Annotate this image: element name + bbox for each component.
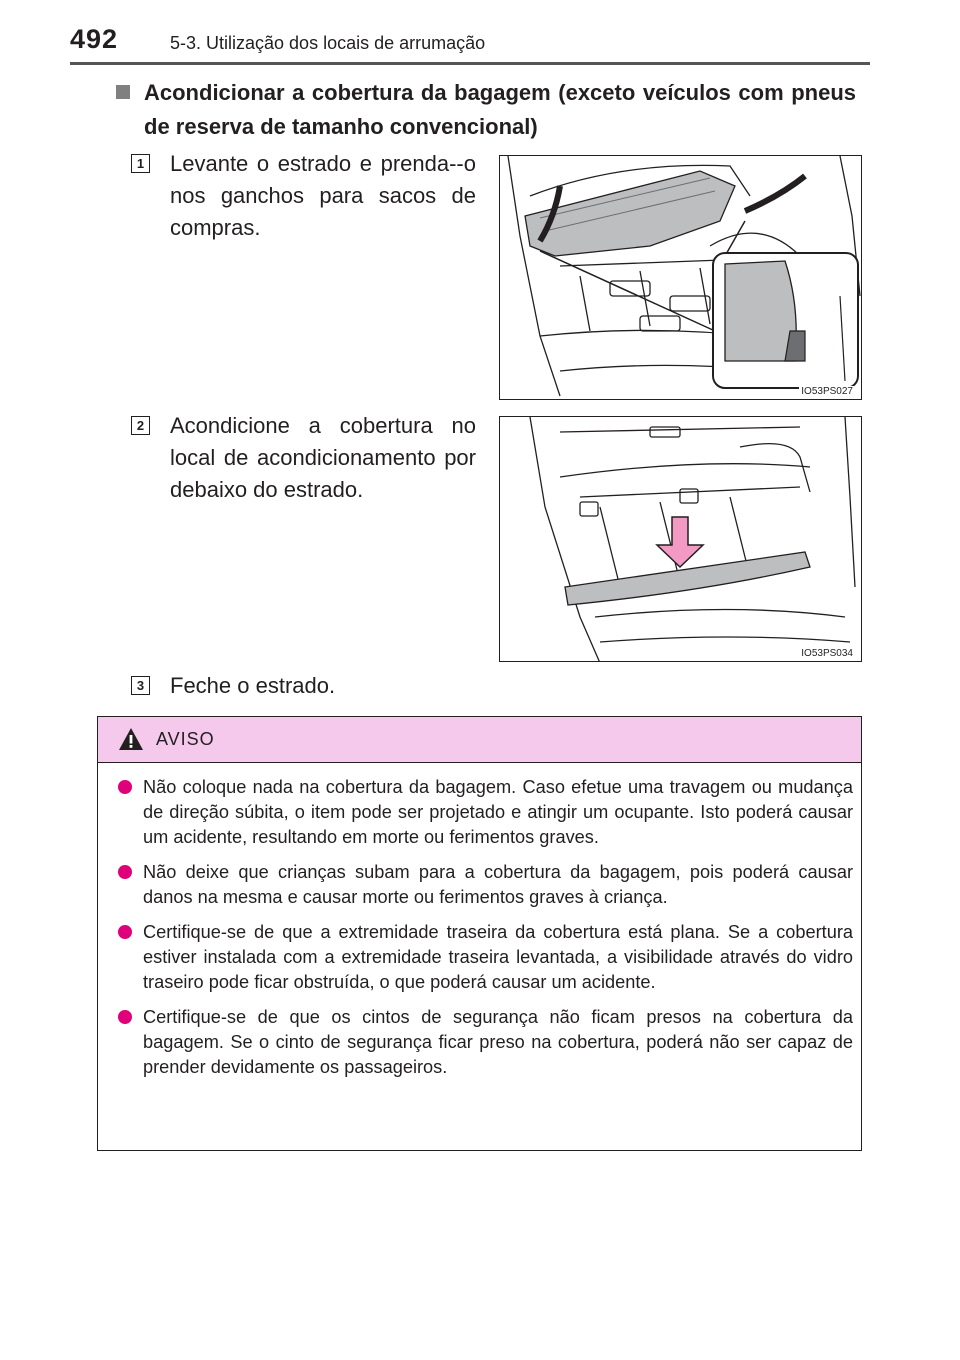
- step-2-text: Acondicione a cobertura no local de acondicionamento por debaixo do estrado.: [170, 413, 476, 502]
- warning-item: Certifique-se de que a extremidade traseira da cobertura está plana. Se a cobertura estiver instalada com a extremidade traseira levantada, a visibilidade através do vidro traseiro pode ficar obstruída, o que poderá causar um acidente.: [118, 920, 853, 995]
- figure-code-1: IO53PS027: [801, 386, 853, 397]
- warning-triangle-icon: [118, 727, 144, 751]
- figure-stow-cover: [499, 416, 862, 662]
- warning-box: [97, 716, 862, 1151]
- heading-marker: [116, 85, 130, 99]
- step-1-number: 1: [131, 154, 150, 173]
- warning-item: Certifique-se de que os cintos de segurança não ficam presos na cobertura da bagagem. Se o cinto de segurança ficar preso na cobertura, poderá não ser capaz de prender devidamente os passageiros.: [118, 1005, 853, 1080]
- warning-title: AVISO: [156, 729, 215, 749]
- warning-header: [98, 717, 861, 763]
- cover-stowage-illustration: [500, 417, 862, 662]
- bullet-dot-icon: [118, 1010, 132, 1024]
- cargo-hooks-illustration: [500, 156, 862, 400]
- section-title: 5-3. Utilização dos locais de arrumação: [170, 33, 486, 53]
- warning-list: [98, 763, 861, 1080]
- figure-lift-floor: [499, 155, 862, 400]
- warning-item: Não coloque nada na cobertura da bagagem. Caso efetue uma travagem ou mudança de direção súbita, o item pode ser projetado e atingir um ocupante. Isto poderá causar um acidente, resultando em morte ou ferimentos graves.: [118, 775, 853, 850]
- figure-code-2: IO53PS034: [801, 648, 853, 659]
- bullet-dot-icon: [118, 865, 132, 879]
- step-3-text: Feche o estrado.: [170, 673, 336, 698]
- step-1-text: Levante o estrado e prenda--o nos ganchos para sacos de compras.: [170, 151, 476, 240]
- bullet-dot-icon: [118, 925, 132, 939]
- warning-item: Não deixe que crianças subam para a cobertura da bagagem, pois poderá causar danos na mesma e causar morte ou ferimentos graves à criança.: [118, 860, 853, 910]
- page-heading: Acondicionar a cobertura da bagagem (exceto veículos com pneus de reserva de tamanho convencional): [144, 80, 856, 139]
- step-3-number: 3: [131, 676, 150, 695]
- bullet-dot-icon: [118, 780, 132, 794]
- header-rule: [70, 62, 870, 65]
- step-2-number: 2: [131, 416, 150, 435]
- page-number: 492: [70, 24, 119, 54]
